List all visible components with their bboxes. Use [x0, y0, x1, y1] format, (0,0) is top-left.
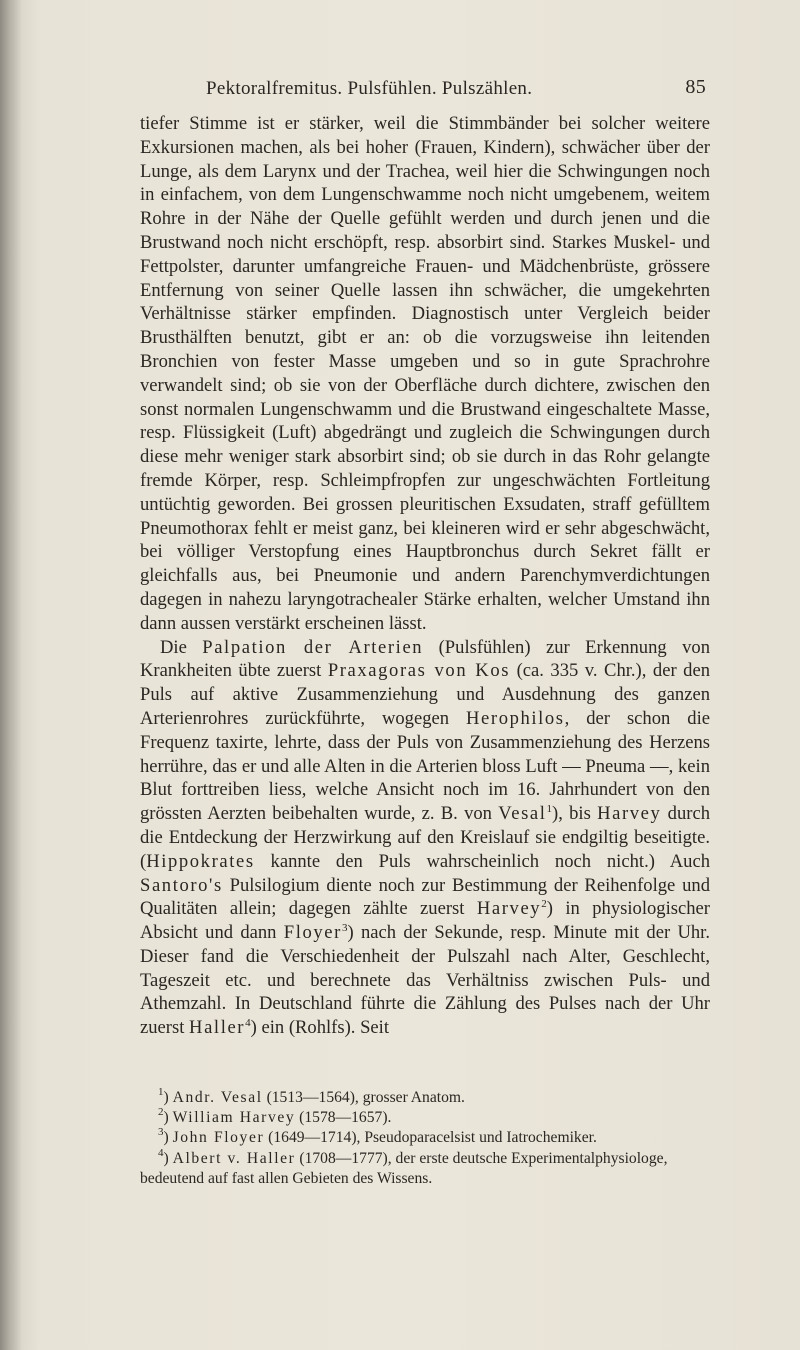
- person-name: Santoro's: [140, 874, 223, 896]
- running-header-title: Pektoralfremitus. Pulsfühlen. Pulszählen.: [206, 78, 533, 99]
- footnote-mark: 3: [158, 1126, 164, 1139]
- footnote-2: $^2$) William Harvey (1578—1657).: [158, 1106, 392, 1127]
- footnote-reference: 1: [546, 803, 553, 816]
- person-name: Harvey: [476, 898, 542, 920]
- text-run: ), bis: [552, 803, 598, 825]
- running-header: [206, 74, 706, 108]
- person-name: Herophilos: [466, 707, 565, 729]
- footnotes: [140, 1088, 710, 1189]
- text-run: kannte den Puls wahrscheinlich noch nicht.) Auch: [254, 850, 710, 872]
- footnote-person-name: Albert v. Haller: [172, 1149, 296, 1167]
- person-name: Praxagoras von Kos: [327, 660, 511, 682]
- footnote-person-name: William Harvey: [172, 1109, 296, 1127]
- footnote-reference: 2: [541, 898, 547, 911]
- book-spine-shadow: [0, 0, 22, 1350]
- person-name: Vesal: [498, 803, 547, 825]
- footnote-text: (1513—1564), grosser Anatom.: [262, 1089, 465, 1106]
- text-run: ) in physiologischer Absicht und dann: [140, 898, 710, 944]
- footnote-person-name: Andr. Vesal: [172, 1089, 263, 1106]
- footnote-mark: 1: [158, 1086, 164, 1098]
- footnote-reference: 4: [245, 1017, 251, 1030]
- emphasized-term: Palpation der Arterien: [202, 636, 424, 658]
- text-run: , der schon die Frequenz taxirte, lehrte, dass der Puls von Zusammenziehung des Herzens herrühre, das er und alle Alten in die Arterien bloss Luft — Pneuma —, kein Blut forttreiben liess, welche Ansicht noch im 16. Jahrhundert von den grössten Aerzten beibehalten wurde, z. B. von: [140, 707, 710, 825]
- footnote-person-name: John Floyer: [172, 1129, 265, 1147]
- footnote-1: $^1$) Andr. Vesal (1513—1564), grosser Anatom.: [158, 1086, 465, 1106]
- text-run: Pulsilogium diente noch zur Bestimmung der Reihenfolge und Qualitäten allein; dagegen zählte zuerst: [140, 874, 710, 920]
- person-name: Haller: [189, 1017, 246, 1039]
- text-run: ) ein (Rohlfs). Seit: [250, 1017, 390, 1039]
- footnote-text: (1708—1777), der erste deutsche Experimentalphysiologe, bedeutend auf fast allen Gebieten des Wissens.: [140, 1149, 668, 1187]
- paragraph-fremitus: tiefer Stimme ist er stärker, weil die Stimmbänder bei solcher weitere Exkursionen machen, als bei hoher (Frauen, Kindern), schwächer über der Lunge, als dem Larynx und der Trachea, weil hier die Schwingungen noch in einfachem, von dem Lungenschwamme noch nicht umgebenem, weitem Rohre in der Nähe der Quelle gefühlt werden und durch jenen und die Brustwand noch nicht erschöpft, resp. absorbirt sind. Starkes Muskel- und Fettpolster, darunter umfangreiche Frauen- und Mädchenbrüste, grössere Entfernung von seiner Quelle lassen ihn schwächer, die umgekehrten Verhältnisse stärker empfinden. Diagnostisch unter Vergleich beider Brusthälften benutzt, gibt er an: ob die vorzugsweise ihn leitenden Bronchien von fester Masse umgeben und so in gute Sprachrohre verwandelt sind; ob sie von der Oberfläche durch dichtere, zwischen den sonst normalen Lungenschwamm und die Brustwand eingeschaltete Masse, resp. Flüssigkeit (Luft) abgedrängt und zugleich die Schwingungen durch diese mehr weniger stark absorbirt sind; ob sie durch in das Rohr gelangte fremde Körper, resp. Schleimpfropfen zur ungeschwächten Fortleitung untüchtig geworden. Bei grossen pleuritischen Exsudaten, straff gefülltem Pneumothorax fehlt er meist ganz, bei kleineren wird er sehr abgeschwächt, bei völliger Verstopfung eines Hauptbronchus durch Sekret fällt er gleichfalls aus, bei Pneumonie und andern Parenchymverdichtungen dagegen in nahezu laryngotrachealer Stärke erhalten, welcher Umstand ihn dann aussen verstärkt erscheinen lässt.: [140, 113, 710, 634]
- text-run: (Pulsfühlen) zur Erkennung von Krankheiten übte zuerst: [140, 636, 710, 682]
- footnote-3: $^3$) John Floyer (1649—1714), Pseudoparacelsist und Iatrochemiker.: [158, 1126, 597, 1147]
- footnote-mark: 2: [158, 1106, 164, 1119]
- text-run: (ca. 335 v. Chr.), der den Puls auf aktive Zusammenziehung und Ausdehnung des ganzen Arterienrohres zurückführte, wogegen: [140, 660, 710, 729]
- page-number: 85: [685, 76, 706, 98]
- text-run: Die: [160, 636, 203, 658]
- paragraph-pulse-history: [140, 636, 710, 1041]
- person-name: Hippokrates: [146, 850, 255, 872]
- person-name: Harvey: [597, 803, 662, 825]
- footnote-4: $^4$) Albert v. Haller (1708—1777), der erste deutsche Experimentalphysiologe, bedeutend auf fast allen Gebieten des Wissens.: [140, 1146, 668, 1187]
- text-run: ) nach der Sekunde, resp. Minute mit der Uhr. Dieser fand die Verschiedenheit der Pulszahl nach Alter, Geschlecht, Tageszeit etc. und berechnete das Verhältniss zwischen Puls- und Athemzahl. In Deutschland führte die Zählung des Pulses nach der Uhr zuerst: [140, 922, 710, 1039]
- footnote-reference: 3: [341, 922, 348, 935]
- footnote-mark: 4: [158, 1146, 164, 1159]
- footnote-text: (1578—1657).: [295, 1109, 392, 1127]
- footnote-text: (1649—1714), Pseudoparacelsist und Iatrochemiker.: [264, 1129, 597, 1147]
- text-run: durch die Entdeckung der Herzwirkung auf den Kreislauf sie endgiltig beseitigte. (: [140, 803, 711, 872]
- person-name: Floyer: [283, 922, 342, 944]
- body-text: [140, 112, 710, 1040]
